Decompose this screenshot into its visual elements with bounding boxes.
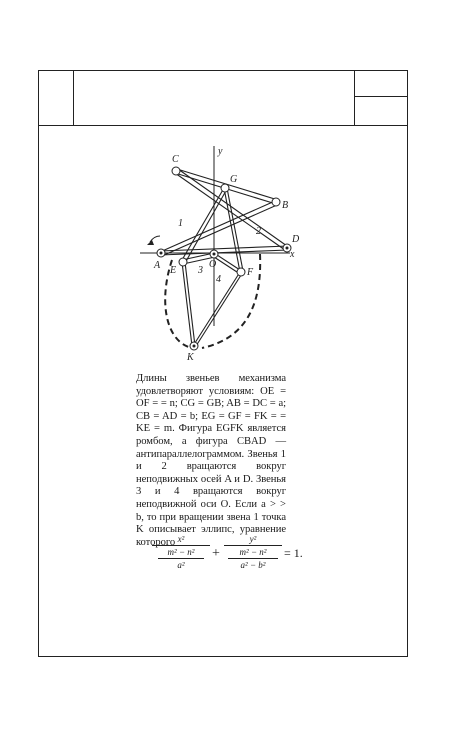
joint-c (172, 167, 180, 175)
link-gf-b (227, 188, 243, 271)
mechanism-figure (130, 142, 310, 370)
page-header-box (38, 70, 408, 126)
label-e: E (170, 265, 177, 276)
joint-b (272, 198, 280, 206)
link-of-b (214, 257, 240, 274)
joint-e (179, 258, 187, 266)
plus-sign: + (212, 546, 220, 561)
joint-g (221, 184, 229, 192)
label-x: x (290, 249, 295, 260)
label-g: G (230, 174, 238, 185)
label-f: F (247, 267, 254, 278)
fraction-x-numerator: x² (177, 534, 185, 544)
fraction-x-denominator-top: m² − n² (167, 547, 195, 557)
label-y: y (218, 146, 223, 157)
fraction-y-numerator: y² (249, 534, 257, 544)
problem-paragraph: Длины звеньев механизма удовлетворяют условиям: OE = OF = = n; CG = GB; AB = DC = a; CB = AD = b; EG = GF = FK = = KE = m. Фигура EGFK является ромбом, а фигура CBAD — антипараллелограммом. Звенья 1 и 2 вращаются вокруг неподвижных осей A и D. Звенья 3 и 4 вращаются вокруг неподвижной оси O. Если a > > b, то при вращении звена 1 точка K описывает эллипс, уравнение которого (136, 373, 286, 548)
ellipse-equation (152, 534, 312, 586)
fraction-y-denominator-top: m² − n² (239, 547, 267, 557)
label-link-4: 4 (216, 274, 221, 285)
fraction-y (224, 534, 282, 570)
label-link-1: 1 (178, 218, 183, 229)
header-divider-right (354, 70, 355, 126)
header-cell-divider (354, 96, 408, 97)
label-link-2: 2 (256, 226, 261, 237)
label-d: D (292, 234, 300, 245)
problem-text (136, 373, 286, 549)
header-divider-left (73, 70, 74, 126)
joint-f (237, 268, 245, 276)
label-a: A (154, 260, 161, 271)
label-b: B (282, 200, 289, 211)
label-link-3: 3 (198, 265, 203, 276)
link-gf-a (224, 188, 240, 272)
label-o: O (209, 259, 217, 270)
equals-one: = 1. (284, 546, 303, 560)
fraction-y-denominator-bottom: a² − b² (240, 560, 266, 570)
label-k: K (187, 352, 194, 363)
fraction-x (152, 534, 210, 570)
fraction-x-denominator-bottom: a² (177, 560, 185, 570)
label-c: C (172, 154, 179, 165)
link-ge-b (185, 189, 227, 263)
